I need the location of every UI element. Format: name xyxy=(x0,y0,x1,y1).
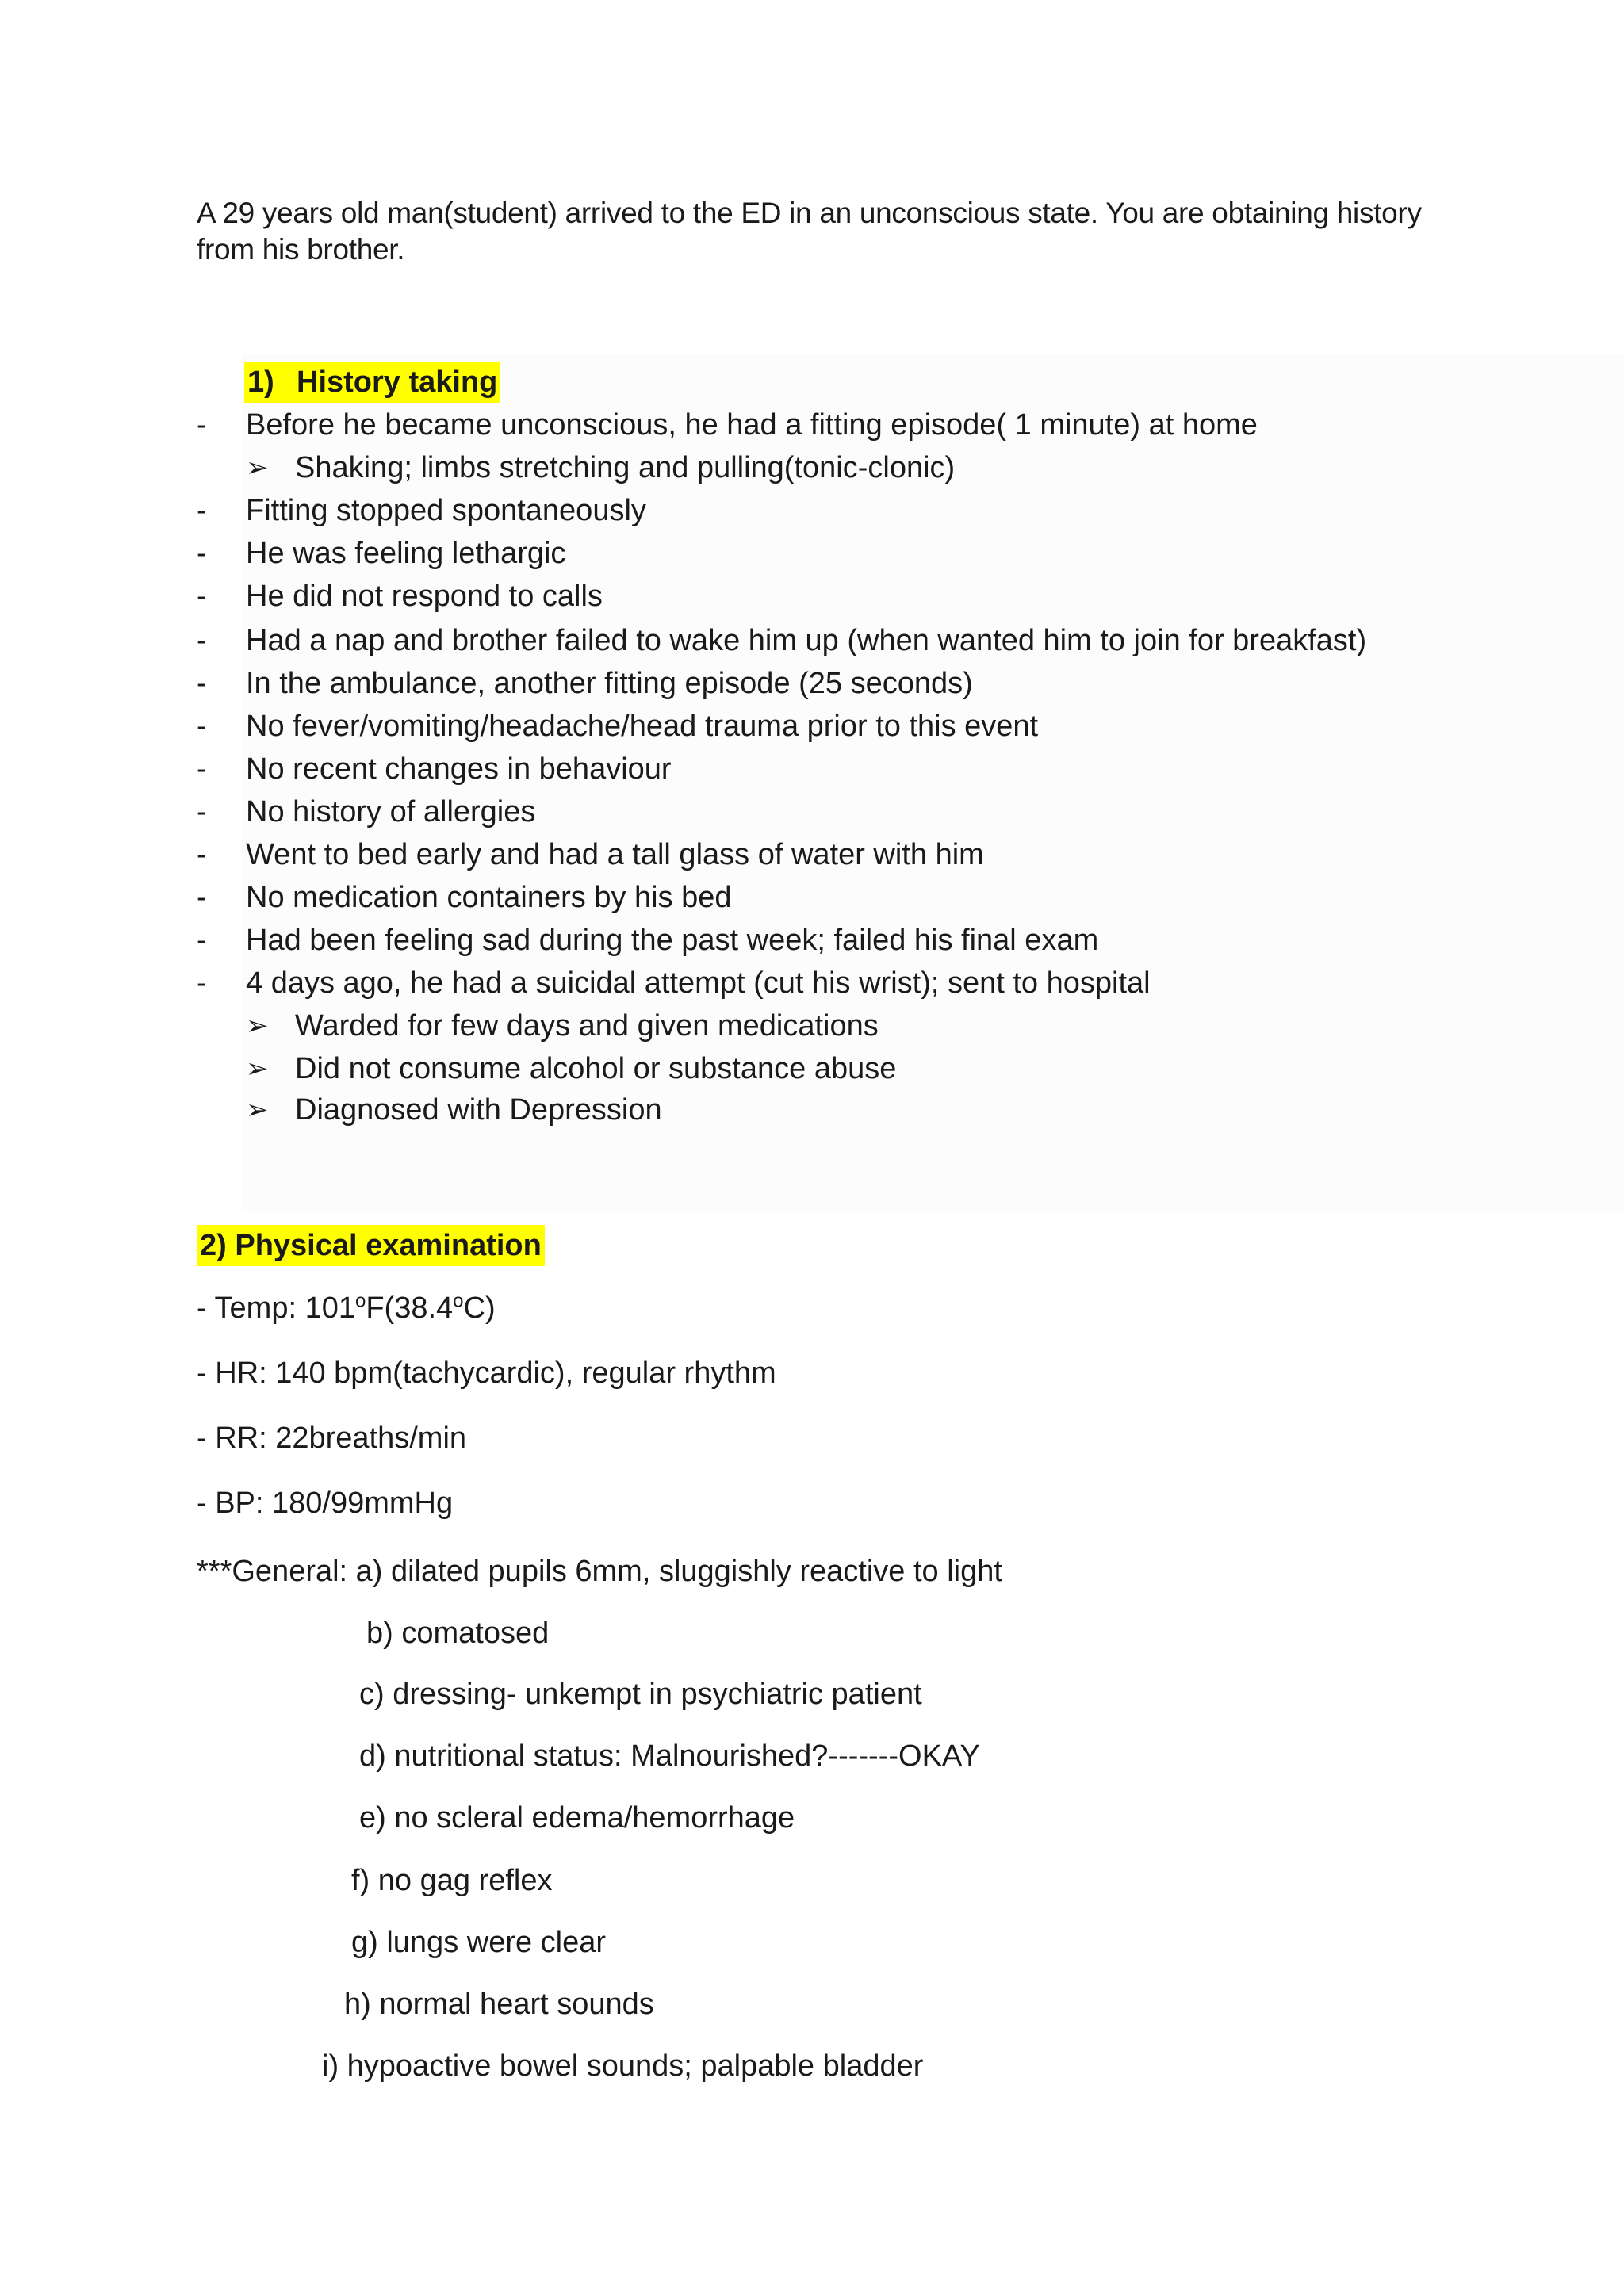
vital-temp: - Temp: 101$^o$F(38.4$^o$C) xyxy=(197,1290,496,1325)
history-heading-title: History taking xyxy=(297,365,498,399)
history-heading xyxy=(244,362,500,403)
general-finding-i: i) hypoactive bowel sounds; palpable bladder xyxy=(322,2049,924,2083)
dash-bullet: - xyxy=(197,752,207,786)
dash-bullet: - xyxy=(197,580,207,613)
general-finding-a: ***General: a) dilated pupils 6mm, sluggishly reactive to light xyxy=(197,1555,1002,1588)
history-heading-number: 1) xyxy=(247,365,274,399)
vital-hr: - HR: 140 bpm(tachycardic), regular rhythm xyxy=(197,1357,776,1390)
dash-bullet: - xyxy=(197,624,207,657)
arrow-bullet-icon: ➢ xyxy=(246,1054,269,1084)
dash-bullet: - xyxy=(197,838,207,871)
document-page: A 29 years old man(student) arrived to the ED in an unconscious state. You are obtaining history from his brother. 1) History taking - Before he became unconscious, he had a fitting episode( 1 minute) at home ➢ Shaking; limbs stretching and pulling(tonic-clonic) - Fitting stopped spontaneously - He was feeling lethargic - He did not respond to calls - Had a nap and brother failed to wake him up (when wanted him to join for breakfast) - In the ambulance, another fitting episode (25 seconds) - No fever/vomiting/headache/head trauma prior to this event - No recent changes in behaviour - No history of allergies - Went to bed early and had a tall glass of water with him - No medication containers by his bed - Had been feeling sad during the past week; failed his final exam - 4 days ago, he had a suicidal attempt (cut his wrist); sent to hospital ➢ Warded for few days and given medications ➢ Did not consume alcohol or substance abuse ➢ Diagnosed with Depression 2) Physical examination - Temp: 101$^o$F(38.4$^o$C) - HR: 140 bpm(tachycardic), regular rhythm - RR: 22breaths/min - BP: 180/99mmHg ***General: a) dilated pupils 6mm, sluggishly reactive to light b) comatosed c) dressing- unkempt in psychiatric patient d) nutritional status: Malnourished?-------OKAY e) no scleral edema/hemorrhage f) no gag reflex g) lungs were clear h) normal heart sounds i) hypoactive bowel sounds; palpable bladder xyxy=(0,0,1624,2296)
dash-bullet: - xyxy=(197,537,207,570)
dash-bullet: - xyxy=(197,494,207,527)
vital-rr: - RR: 22breaths/min xyxy=(197,1422,467,1455)
dash-bullet: - xyxy=(197,924,207,957)
arrow-bullet-icon: ➢ xyxy=(246,453,269,483)
general-finding-h: h) normal heart sounds xyxy=(344,1988,654,2021)
general-finding-d: d) nutritional status: Malnourished?-------OKAY xyxy=(359,1739,980,1773)
general-finding-c: c) dressing- unkempt in psychiatric patient xyxy=(359,1678,922,1711)
general-finding-f: f) no gag reflex xyxy=(351,1864,553,1897)
dash-bullet: - xyxy=(197,408,207,442)
vital-bp: - BP: 180/99mmHg xyxy=(197,1487,454,1520)
intro-paragraph: A 29 years old man(student) arrived to the ED in an unconscious state. You are obtaining history from his brother. xyxy=(197,197,1422,266)
dash-bullet: - xyxy=(197,795,207,828)
dash-bullet: - xyxy=(197,966,207,1000)
dash-bullet: - xyxy=(197,710,207,743)
general-finding-b: b) comatosed xyxy=(366,1617,550,1650)
arrow-bullet-icon: ➢ xyxy=(246,1095,269,1125)
exam-heading: 2) Physical examination xyxy=(197,1225,545,1266)
arrow-bullet-icon: ➢ xyxy=(246,1011,269,1041)
general-finding-e: e) no scleral edema/hemorrhage xyxy=(359,1801,795,1835)
general-finding-g: g) lungs were clear xyxy=(351,1926,607,1959)
dash-bullet: - xyxy=(197,667,207,700)
dash-bullet: - xyxy=(197,881,207,914)
